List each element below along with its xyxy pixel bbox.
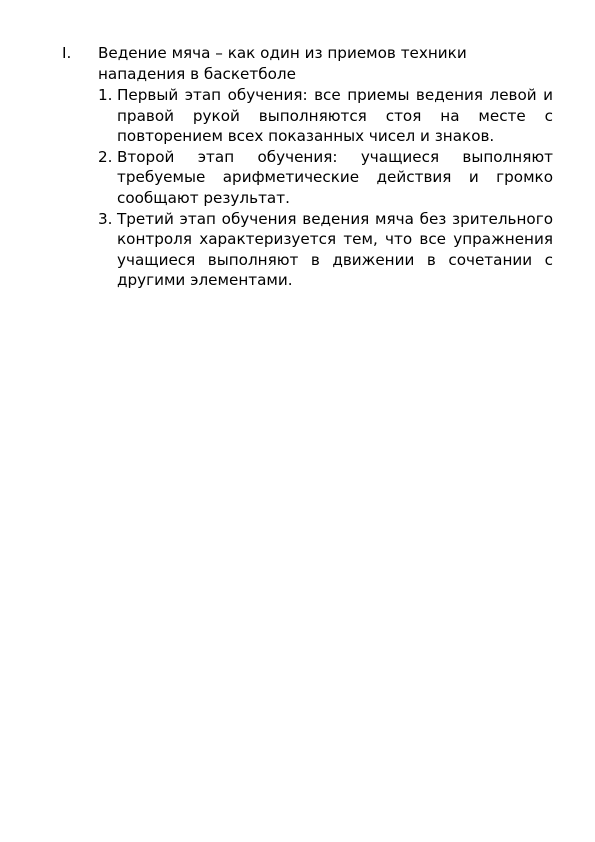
list-item [98,147,553,209]
heading-number: I. [62,44,72,62]
list-item [98,85,553,147]
heading-title: Ведение мяча – как один из приемов техники нападения в баскетболе [98,44,467,83]
list-item-text: Первый этап обучения: все приемы ведения левой и правой рукой выполняются стоя на месте с повторением всех показанных чисел и знаков. [117,86,553,146]
list-item-number: 3. [98,209,113,228]
list-item-text: Третий этап обучения ведения мяча без зрительного контроля характеризуется тем, что все упражнения учащиеся выполняют в движении в сочетании с другими элементами. [117,209,553,290]
list-item-text: Второй этап обучения: учащиеся выполняют требуемые арифметические действия и громко сообщают результат. [117,147,553,207]
list-item-number: 2. [98,147,113,166]
list-item [98,209,553,291]
numbered-list [98,85,553,291]
list-item-number: 1. [98,86,113,104]
